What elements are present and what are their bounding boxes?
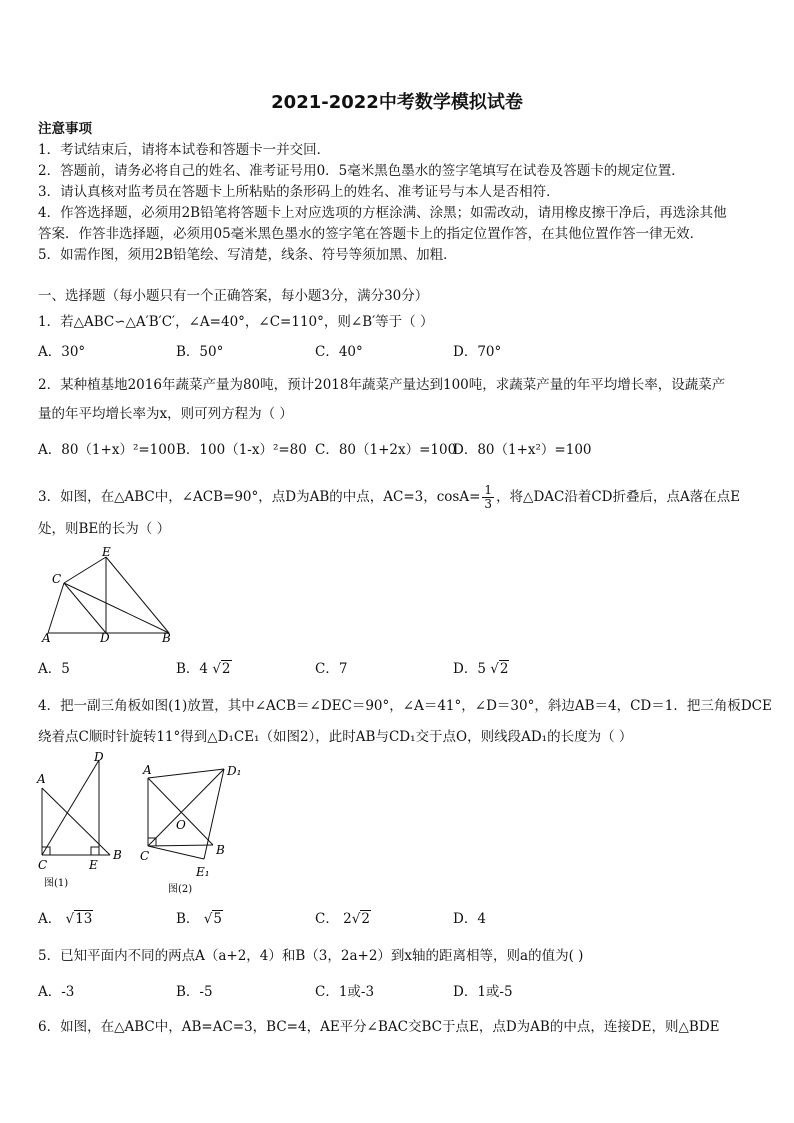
question-2-line2: 量的年平均增长率为x，则可列方程为（ ）	[38, 406, 293, 422]
q3-label-b: B	[162, 631, 171, 645]
q4-figure-1	[34, 748, 130, 894]
fig2-line-ad1	[148, 769, 224, 778]
q3-label-a: A	[42, 631, 51, 645]
q3-option-d-radicand: 2	[499, 661, 509, 677]
notice-heading: 注意事项	[38, 121, 92, 137]
q3-option-d-coef: 5	[477, 661, 486, 677]
q4-option-c-radicand: 2	[361, 911, 370, 927]
q3-option-d[interactable]	[453, 660, 509, 678]
fig1-label-c: C	[38, 858, 48, 872]
q3-option-d-letter: D．	[453, 661, 478, 677]
q1-option-d[interactable]: D．70°	[453, 344, 502, 360]
fig2-label-d1: D₁	[227, 764, 242, 778]
q3-option-b-letter: B．	[176, 661, 200, 677]
q3-line-ce	[64, 557, 106, 583]
q4-option-b-letter: B．	[176, 911, 200, 927]
q3-option-c-value: 7	[338, 661, 348, 677]
fig1-label-e: E	[89, 858, 98, 872]
q5-option-d[interactable]: D．1或-5	[453, 984, 513, 1000]
q2-option-c[interactable]: C．80（1+2x）=100	[315, 442, 457, 458]
q4-option-a[interactable]	[38, 910, 93, 928]
notice-item: 5．如需作图，须用2B铅笔绘、写清楚，线条、符号等须加黑、加粗．	[38, 247, 457, 263]
q5-option-b[interactable]: B．-5	[176, 984, 213, 1000]
sqrt-symbol: √2	[212, 661, 231, 677]
q2-option-a[interactable]: A．80（1+x）²=100	[38, 442, 176, 458]
sqrt-symbol: √13	[65, 911, 93, 927]
fig1-label-b: B	[113, 848, 122, 862]
q3-text-b: ，将△DAC沿着CD折叠后，点A落在点E	[496, 489, 741, 505]
notice-item: 3．请认真核对监考员在答题卡上所粘贴的条形码上的姓名、准考证号与本人是否相符．	[38, 184, 560, 200]
q4-option-b-radicand: 5	[213, 911, 222, 927]
q3-frac-num: 1	[484, 483, 493, 497]
q3-option-b-radicand: 2	[221, 661, 231, 677]
fig2-caption: 图(2)	[168, 884, 193, 895]
q3-option-a-letter: A．	[38, 661, 62, 677]
q3-option-a[interactable]	[38, 660, 70, 678]
q3-label-e: E	[102, 545, 111, 559]
q3-fraction	[482, 484, 494, 511]
q4-option-c-letter: C．	[315, 911, 339, 927]
q1-option-b[interactable]: B．50°	[176, 344, 224, 360]
q3-label-c: C	[52, 572, 62, 586]
q4-option-c[interactable]	[315, 910, 371, 928]
question-5: 5．已知平面内不同的两点A（a+2，4）和B（3，2a+2）到x轴的距离相等，则a的值为( )	[38, 948, 584, 964]
q1-option-a[interactable]: A．30°	[38, 344, 86, 360]
q2-option-b[interactable]: B．100（1-x）²=80	[176, 442, 307, 458]
q3-frac-den: 3	[484, 497, 493, 511]
fig2-line-ce1	[148, 846, 204, 859]
notice-item: 4．作答选择题，必须用2B铅笔将答题卡上对应选项的方框涂满、涂黑；如需改动，请用橡皮擦干净后，再选涂其他	[38, 205, 727, 221]
q3-option-b-coef: 4	[199, 661, 209, 677]
question-1: 1．若△ABC∽△A′B′C′，∠A=40°，∠C=110°，则∠B′等于（ ）	[38, 314, 434, 330]
q2-option-d[interactable]: D．80（1+x²）=100	[453, 442, 592, 458]
sqrt-symbol: √2	[351, 911, 370, 927]
q4-option-a-radicand: 13	[75, 911, 93, 927]
q4-option-b[interactable]	[176, 910, 223, 928]
q4-option-d[interactable]	[453, 910, 486, 928]
q3-text-a: 3．如图，在△ABC中，∠ACB=90°，点D为AB的中点，AC=3，cosA=	[38, 489, 481, 505]
fig2-label-c: C	[140, 849, 150, 863]
fig1-line-cd	[42, 760, 99, 855]
notice-item: 2．答题前，请务必将自己的姓名、准考证号用0．5毫米黑色墨水的签字笔填写在试卷及答题卡的规定位置．	[38, 163, 685, 179]
q3-line-cb	[64, 583, 169, 633]
q3-figure	[38, 545, 178, 645]
notice-item: 1．考试结束后，请将本试卷和答题卡一并交回．	[38, 142, 331, 158]
q3-option-c-letter: C．	[315, 661, 339, 677]
q5-option-a[interactable]: A．-3	[38, 984, 75, 1000]
q5-option-c[interactable]: C．1或-3	[315, 984, 375, 1000]
notice-item: 答案．作答非选择题，必须用05毫米黑色墨水的签字笔在答题卡上的指定位置作答，在其他位置作答一律无效．	[38, 226, 704, 242]
question-4-line2: 绕着点C顺时针旋转11°得到△D₁CE₁（如图2），此时AB与CD₁交于点O，则线段AD₁的长度为（ ）	[38, 729, 633, 745]
q4-option-c-coef: 2	[343, 911, 352, 927]
q3-label-d: D	[100, 631, 110, 645]
fig2-label-b: B	[216, 843, 225, 857]
q4-option-d-letter: D．	[453, 911, 478, 927]
q3-line-cd	[64, 583, 106, 633]
q4-option-a-letter: A．	[38, 911, 62, 927]
q4-option-d-value: 4	[477, 911, 486, 927]
sqrt-symbol: √2	[490, 661, 509, 677]
question-2-line1: 2．某种植基地2016年蔬菜产量为80吨，预计2018年蔬菜产量达到100吨，求蔬菜产量的年平均增长率，设蔬菜产	[38, 377, 726, 393]
q3-line-ac	[48, 583, 64, 633]
question-6: 6．如图，在△ABC中，AB=AC=3，BC=4，AE平分∠BAC交BC于点E，点D为AB的中点，连接DE，则△BDE	[38, 1019, 720, 1035]
q4-figure-2	[136, 756, 248, 900]
q3-option-a-value: 5	[61, 661, 70, 677]
sqrt-symbol: √5	[203, 911, 222, 927]
fig1-label-d: D	[94, 750, 104, 764]
fig2-label-o: O	[176, 818, 186, 832]
q3-option-c[interactable]	[315, 660, 347, 678]
question-3-line1	[38, 484, 740, 511]
fig1-label-a: A	[37, 772, 46, 786]
q3-option-b[interactable]	[176, 660, 232, 678]
fig2-label-e1: E₁	[196, 865, 210, 879]
question-3-line2: 处，则BE的长为（ ）	[38, 521, 171, 537]
fig2-label-a: A	[143, 763, 152, 777]
fig1-right-angle-e	[91, 847, 99, 855]
section-heading: 一、选择题（每小题只有一个正确答案，每小题3分，满分30分）	[38, 288, 429, 304]
q1-option-c[interactable]: C．40°	[315, 344, 363, 360]
fig2-line-ab	[148, 778, 213, 845]
fig1-caption: 图(1)	[44, 878, 69, 889]
page-title: 2021-2022中考数学模拟试卷	[271, 92, 523, 113]
fig2-line-cd1	[148, 769, 224, 846]
q3-line-eb	[106, 557, 169, 633]
fig2-line-cb	[148, 845, 213, 846]
question-4-line1: 4．把一副三角板如图(1)放置，其中∠ACB＝∠DEC＝90°，∠A＝41°，∠D＝30°，斜边AB＝4，CD＝1．把三角板DCE	[38, 698, 772, 714]
